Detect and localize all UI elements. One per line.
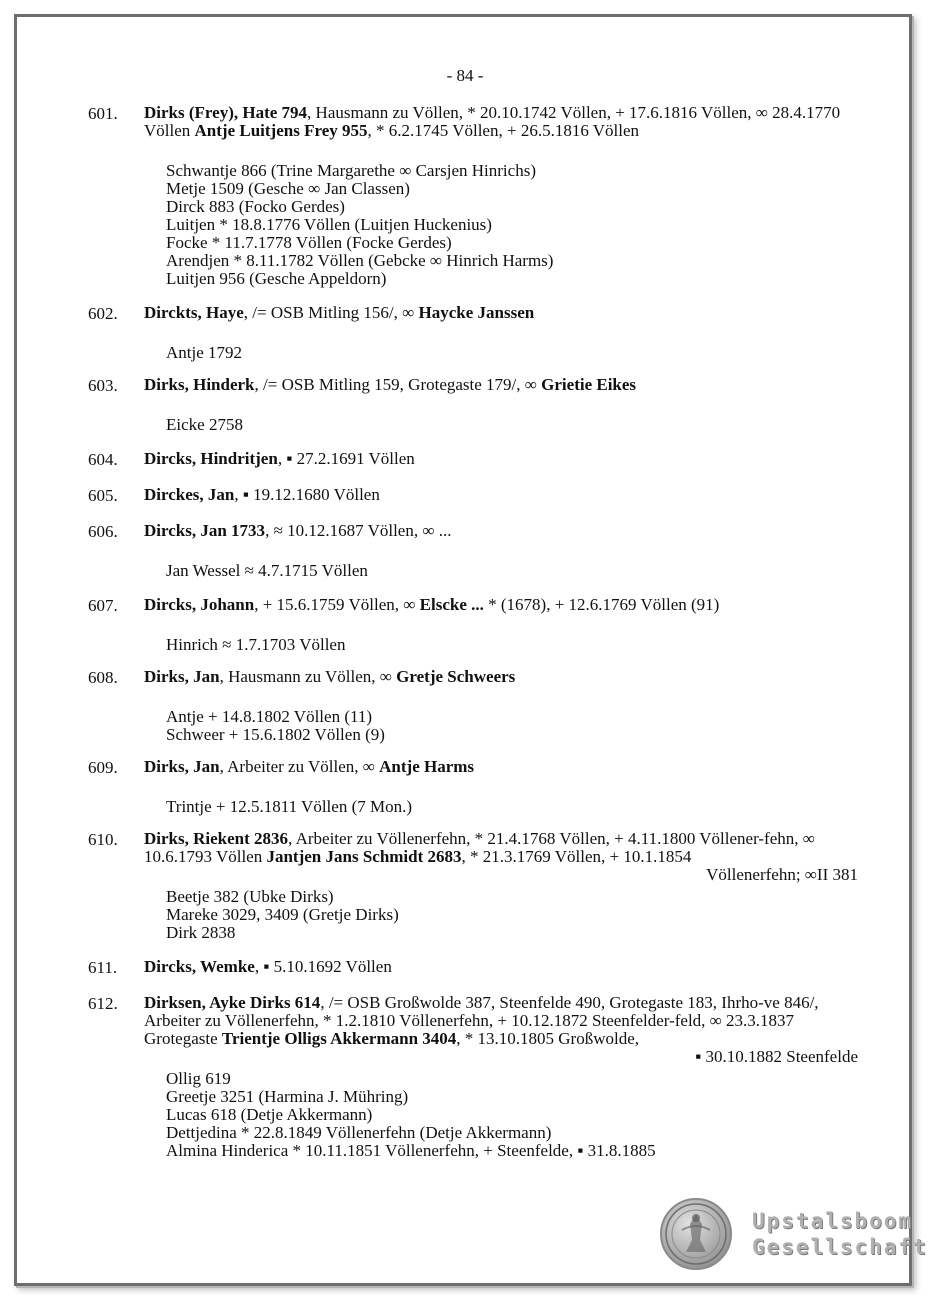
child-item: Ollig 619 <box>166 1069 231 1088</box>
entry-heading <box>144 104 858 140</box>
child-item: Dettjedina * 22.8.1849 Völlenerfehn (Detje Akkermann) <box>166 1123 552 1142</box>
child-item: Metje 1509 (Gesche ∞ Jan Classen) <box>166 179 410 198</box>
child-item: Arendjen * 8.11.1782 Völlen (Gebcke ∞ Hinrich Harms) <box>166 251 554 270</box>
entry <box>88 486 858 504</box>
entry-text: , /= OSB Mitling 156/, ∞ <box>243 303 419 322</box>
entry-number: 610. <box>88 830 118 849</box>
person-name: Haycke Janssen <box>418 303 535 322</box>
child-item: Antje 1792 <box>166 343 243 362</box>
seal-icon <box>660 1198 732 1270</box>
entry-heading <box>144 958 858 976</box>
entry <box>88 958 858 976</box>
entry-heading <box>144 486 858 504</box>
child-item: Mareke 3029, 3409 (Gretje Dirks) <box>166 905 399 924</box>
society-name-line2: Gesellschaft <box>752 1235 928 1259</box>
children-list <box>166 798 858 816</box>
entry-number: 609. <box>88 758 118 777</box>
entry <box>88 758 858 816</box>
page-number: - 84 - <box>446 66 484 85</box>
entry-text: , ≈ 10.12.1687 Völlen, ∞ ... <box>265 521 452 540</box>
person-name: Jantjen Jans Schmidt 2683 <box>266 847 462 866</box>
entry <box>88 668 858 744</box>
entry-number: 611. <box>88 958 118 977</box>
person-name: Dirks, Riekent 2836 <box>144 829 289 848</box>
entry-text: , + 15.6.1759 Völlen, ∞ <box>254 595 420 614</box>
children-list <box>166 708 858 744</box>
entry-number: 604. <box>88 450 118 469</box>
entry-number: 605. <box>88 486 118 505</box>
entry-heading <box>144 376 858 394</box>
entry-heading-tail: ▪ 30.10.1882 Steenfelde <box>695 1047 858 1066</box>
entry <box>88 376 858 434</box>
person-name: Dirckts, Haye <box>144 303 244 322</box>
child-item: Greetje 3251 (Harmina J. Mühring) <box>166 1087 409 1106</box>
child-item: Beetje 382 (Ubke Dirks) <box>166 887 334 906</box>
entry-text: , Arbeiter zu Völlenerfehn, * 21.4.1768 Völlen, + 4.11.1800 Völlener-fehn, ∞ 10.6.1793 Völlen <box>144 829 815 866</box>
entry-heading <box>144 450 858 468</box>
child-item: Schwantje 866 (Trine Margarethe ∞ Carsjen Hinrichs) <box>166 161 536 180</box>
entry-text: , Hausmann zu Völlen, * 20.10.1742 Völlen, + 17.6.1816 Völlen, ∞ 28.4.1770 Völlen <box>144 103 841 140</box>
entry-number: 608. <box>88 668 118 687</box>
child-item: Trintje + 12.5.1811 Völlen (7 Mon.) <box>166 797 413 816</box>
entry-text: , Hausmann zu Völlen, ∞ <box>219 667 397 686</box>
entry-heading <box>144 994 858 1048</box>
child-item: Antje + 14.8.1802 Völlen (11) <box>166 707 373 726</box>
entry-heading <box>144 830 858 866</box>
person-name: Grietie Eikes <box>541 375 637 394</box>
child-item: Luitjen 956 (Gesche Appeldorn) <box>166 269 387 288</box>
society-name-line1: Upstalsboom <box>752 1209 914 1233</box>
entry-number: 601. <box>88 104 118 123</box>
entry-number: 612. <box>88 994 118 1013</box>
entry-heading <box>144 304 858 322</box>
entry-text: , /= OSB Großwolde 387, Steenfelde 490, Grotegaste 183, Ihrho-ve 846/, Arbeiter zu Völlenerfehn, * 1.2.1810 Völlenerfehn, + 10.12.1872 Steenfelder-feld, ∞ 23.3.1837 Grotegaste <box>144 993 819 1048</box>
person-name: Dirks, Hinderk <box>144 375 255 394</box>
person-name: Dirks (Frey), Hate 794 <box>144 103 308 122</box>
entry <box>88 596 858 654</box>
entry-text: * (1678), + 12.6.1769 Völlen (91) <box>483 595 720 614</box>
children-list <box>166 344 858 362</box>
children-list <box>166 888 858 942</box>
person-name: Dirksen, Ayke Dirks 614 <box>144 993 321 1012</box>
person-name: Trientje Olligs Akkermann 3404 <box>221 1029 457 1048</box>
child-item: Eicke 2758 <box>166 415 243 434</box>
entry <box>88 830 858 942</box>
entry-number: 606. <box>88 522 118 541</box>
person-name: Antje Harms <box>379 757 475 776</box>
society-name <box>752 1208 928 1260</box>
entry <box>88 994 858 1160</box>
entry-text: , * 21.3.1769 Völlen, + 10.1.1854 <box>461 847 692 866</box>
entry-text: , ▪ 27.2.1691 Völlen <box>277 449 415 468</box>
child-item: Dirck 883 (Focko Gerdes) <box>166 197 345 216</box>
entry-text: , Arbeiter zu Völlen, ∞ <box>219 757 380 776</box>
child-item: Jan Wessel ≈ 4.7.1715 Völlen <box>166 561 368 580</box>
entry <box>88 304 858 362</box>
entry-text: , ▪ 5.10.1692 Völlen <box>254 957 392 976</box>
entry-text: , /= OSB Mitling 159, Grotegaste 179/, ∞ <box>254 375 542 394</box>
entry-text: , ▪ 19.12.1680 Völlen <box>234 485 380 504</box>
children-list <box>166 636 858 654</box>
entry-number: 607. <box>88 596 118 615</box>
child-item: Schweer + 15.6.1802 Völlen (9) <box>166 725 385 744</box>
entry-heading-tail: Völlenerfehn; ∞II 381 <box>706 865 858 884</box>
person-name: Dirckes, Jan <box>144 485 235 504</box>
child-item: Dirk 2838 <box>166 923 236 942</box>
entry <box>88 104 858 288</box>
entry-number: 602. <box>88 304 118 323</box>
entry-text: , * 13.10.1805 Großwolde, <box>456 1029 640 1048</box>
person-name: Dirks, Jan <box>144 667 220 686</box>
entry-number: 603. <box>88 376 118 395</box>
entry <box>88 522 858 580</box>
entry-heading <box>144 758 858 776</box>
person-name: Dirks, Jan <box>144 757 220 776</box>
person-name: Dircks, Jan 1733 <box>144 521 266 540</box>
entry-heading <box>144 522 858 540</box>
person-name: Gretje Schweers <box>396 667 516 686</box>
children-list <box>166 162 858 288</box>
person-name: Dircks, Johann <box>144 595 255 614</box>
children-list <box>166 1070 858 1160</box>
children-list <box>166 562 858 580</box>
child-item: Almina Hinderica * 10.11.1851 Völlenerfehn, + Steenfelde, ▪ 31.8.1885 <box>166 1141 656 1160</box>
person-name: Dircks, Hindritjen <box>144 449 278 468</box>
society-logo <box>660 1196 928 1276</box>
entry-text: , * 6.2.1745 Völlen, + 26.5.1816 Völlen <box>367 121 640 140</box>
child-item: Hinrich ≈ 1.7.1703 Völlen <box>166 635 346 654</box>
person-name: Dircks, Wemke <box>144 957 255 976</box>
person-name: Elscke ... <box>419 595 484 614</box>
entry <box>88 450 858 468</box>
child-item: Luitjen * 18.8.1776 Völlen (Luitjen Huckenius) <box>166 215 492 234</box>
entry-heading <box>144 596 858 614</box>
children-list <box>166 416 858 434</box>
entry-heading <box>144 668 858 686</box>
person-name: Antje Luitjens Frey 955 <box>194 121 368 140</box>
child-item: Focke * 11.7.1778 Völlen (Focke Gerdes) <box>166 233 452 252</box>
child-item: Lucas 618 (Detje Akkermann) <box>166 1105 373 1124</box>
